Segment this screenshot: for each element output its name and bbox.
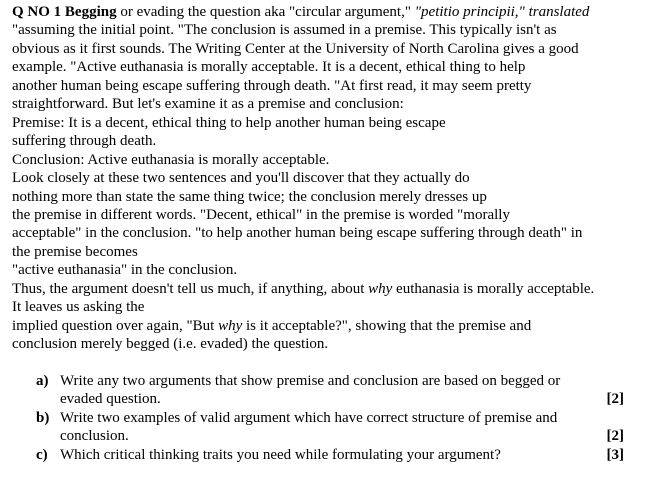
sub-question-label: b) — [36, 409, 50, 426]
passage-line-1: Q NO 1 Begging or evading the question aka "circular argument," "petitio principii," translated — [12, 4, 590, 20]
sub-questions-list — [36, 372, 626, 464]
premise-line-2: suffering through death. — [12, 133, 157, 150]
passage-line-19: conclusion merely begged (i.e. evaded) the question. — [12, 336, 329, 353]
passage-line-4: example. "Active euthanasia is morally acceptable. It is a decent, ethical thing to help — [12, 59, 526, 76]
passage — [12, 3, 660, 354]
sub-question-a — [36, 372, 626, 409]
passage-line-17: It leaves us asking the — [12, 299, 145, 316]
topic-heading: Begging — [64, 4, 117, 20]
passage-line-5: another human being escape suffering through death. "At first read, it may seem pretty — [12, 77, 532, 94]
passage-line-16: Thus, the argument doesn't tell us much, if anything, about why euthanasia is morally acceptable. — [12, 280, 595, 297]
conclusion-line: Conclusion: Active euthanasia is morally acceptable. — [12, 151, 330, 168]
sub-question-b — [36, 409, 626, 446]
passage-line-13: acceptable" in the conclusion. "to help another human being escape suffering through death" in — [12, 225, 583, 242]
sub-question-c — [36, 446, 626, 464]
passage-line-18: implied question over again, "But why is it acceptable?", showing that the premise and — [12, 317, 532, 334]
marks-badge: [2] — [606, 428, 624, 445]
sub-question-text: Write two examples of valid argument which have correct structure of premise and conclusion. — [60, 409, 558, 445]
marks-badge: [2] — [606, 391, 624, 408]
passage-line-3: obvious as it first sounds. The Writing Center at the University of North Carolina gives a good — [12, 40, 579, 57]
premise-line-1: Premise: It is a decent, ethical thing to help another human being escape — [12, 114, 446, 131]
passage-line-11: nothing more than state the same thing twice; the conclusion merely dresses up — [12, 188, 487, 205]
sub-question-text: Which critical thinking traits you need while formulating your argument? — [60, 446, 501, 463]
sub-question-text: Write any two arguments that show premise and conclusion are based on begged or evaded question. — [60, 373, 561, 408]
passage-line-10: Look closely at these two sentences and you'll discover that they actually do — [12, 170, 470, 187]
italic-why: why — [368, 280, 393, 297]
passage-line-12: the premise in different words. "Decent, ethical" in the premise is worded "morally — [12, 206, 510, 223]
passage-line-6: straightforward. But let's examine it as a premise and conclusion: — [12, 96, 404, 113]
sub-question-label: c) — [36, 446, 48, 463]
italic-latin-term: "petitio principii," translated — [414, 4, 590, 20]
passage-line-15: "active euthanasia" in the conclusion. — [12, 262, 238, 279]
sub-question-label: a) — [36, 373, 49, 389]
passage-line-2: "assuming the initial point. "The conclusion is assumed in a premise. This typically isn't as — [12, 22, 557, 39]
question-number: Q NO 1 — [12, 4, 62, 20]
italic-why: why — [218, 317, 243, 334]
marks-badge: [3] — [606, 446, 624, 463]
passage-line-14: the premise becomes — [12, 243, 138, 260]
